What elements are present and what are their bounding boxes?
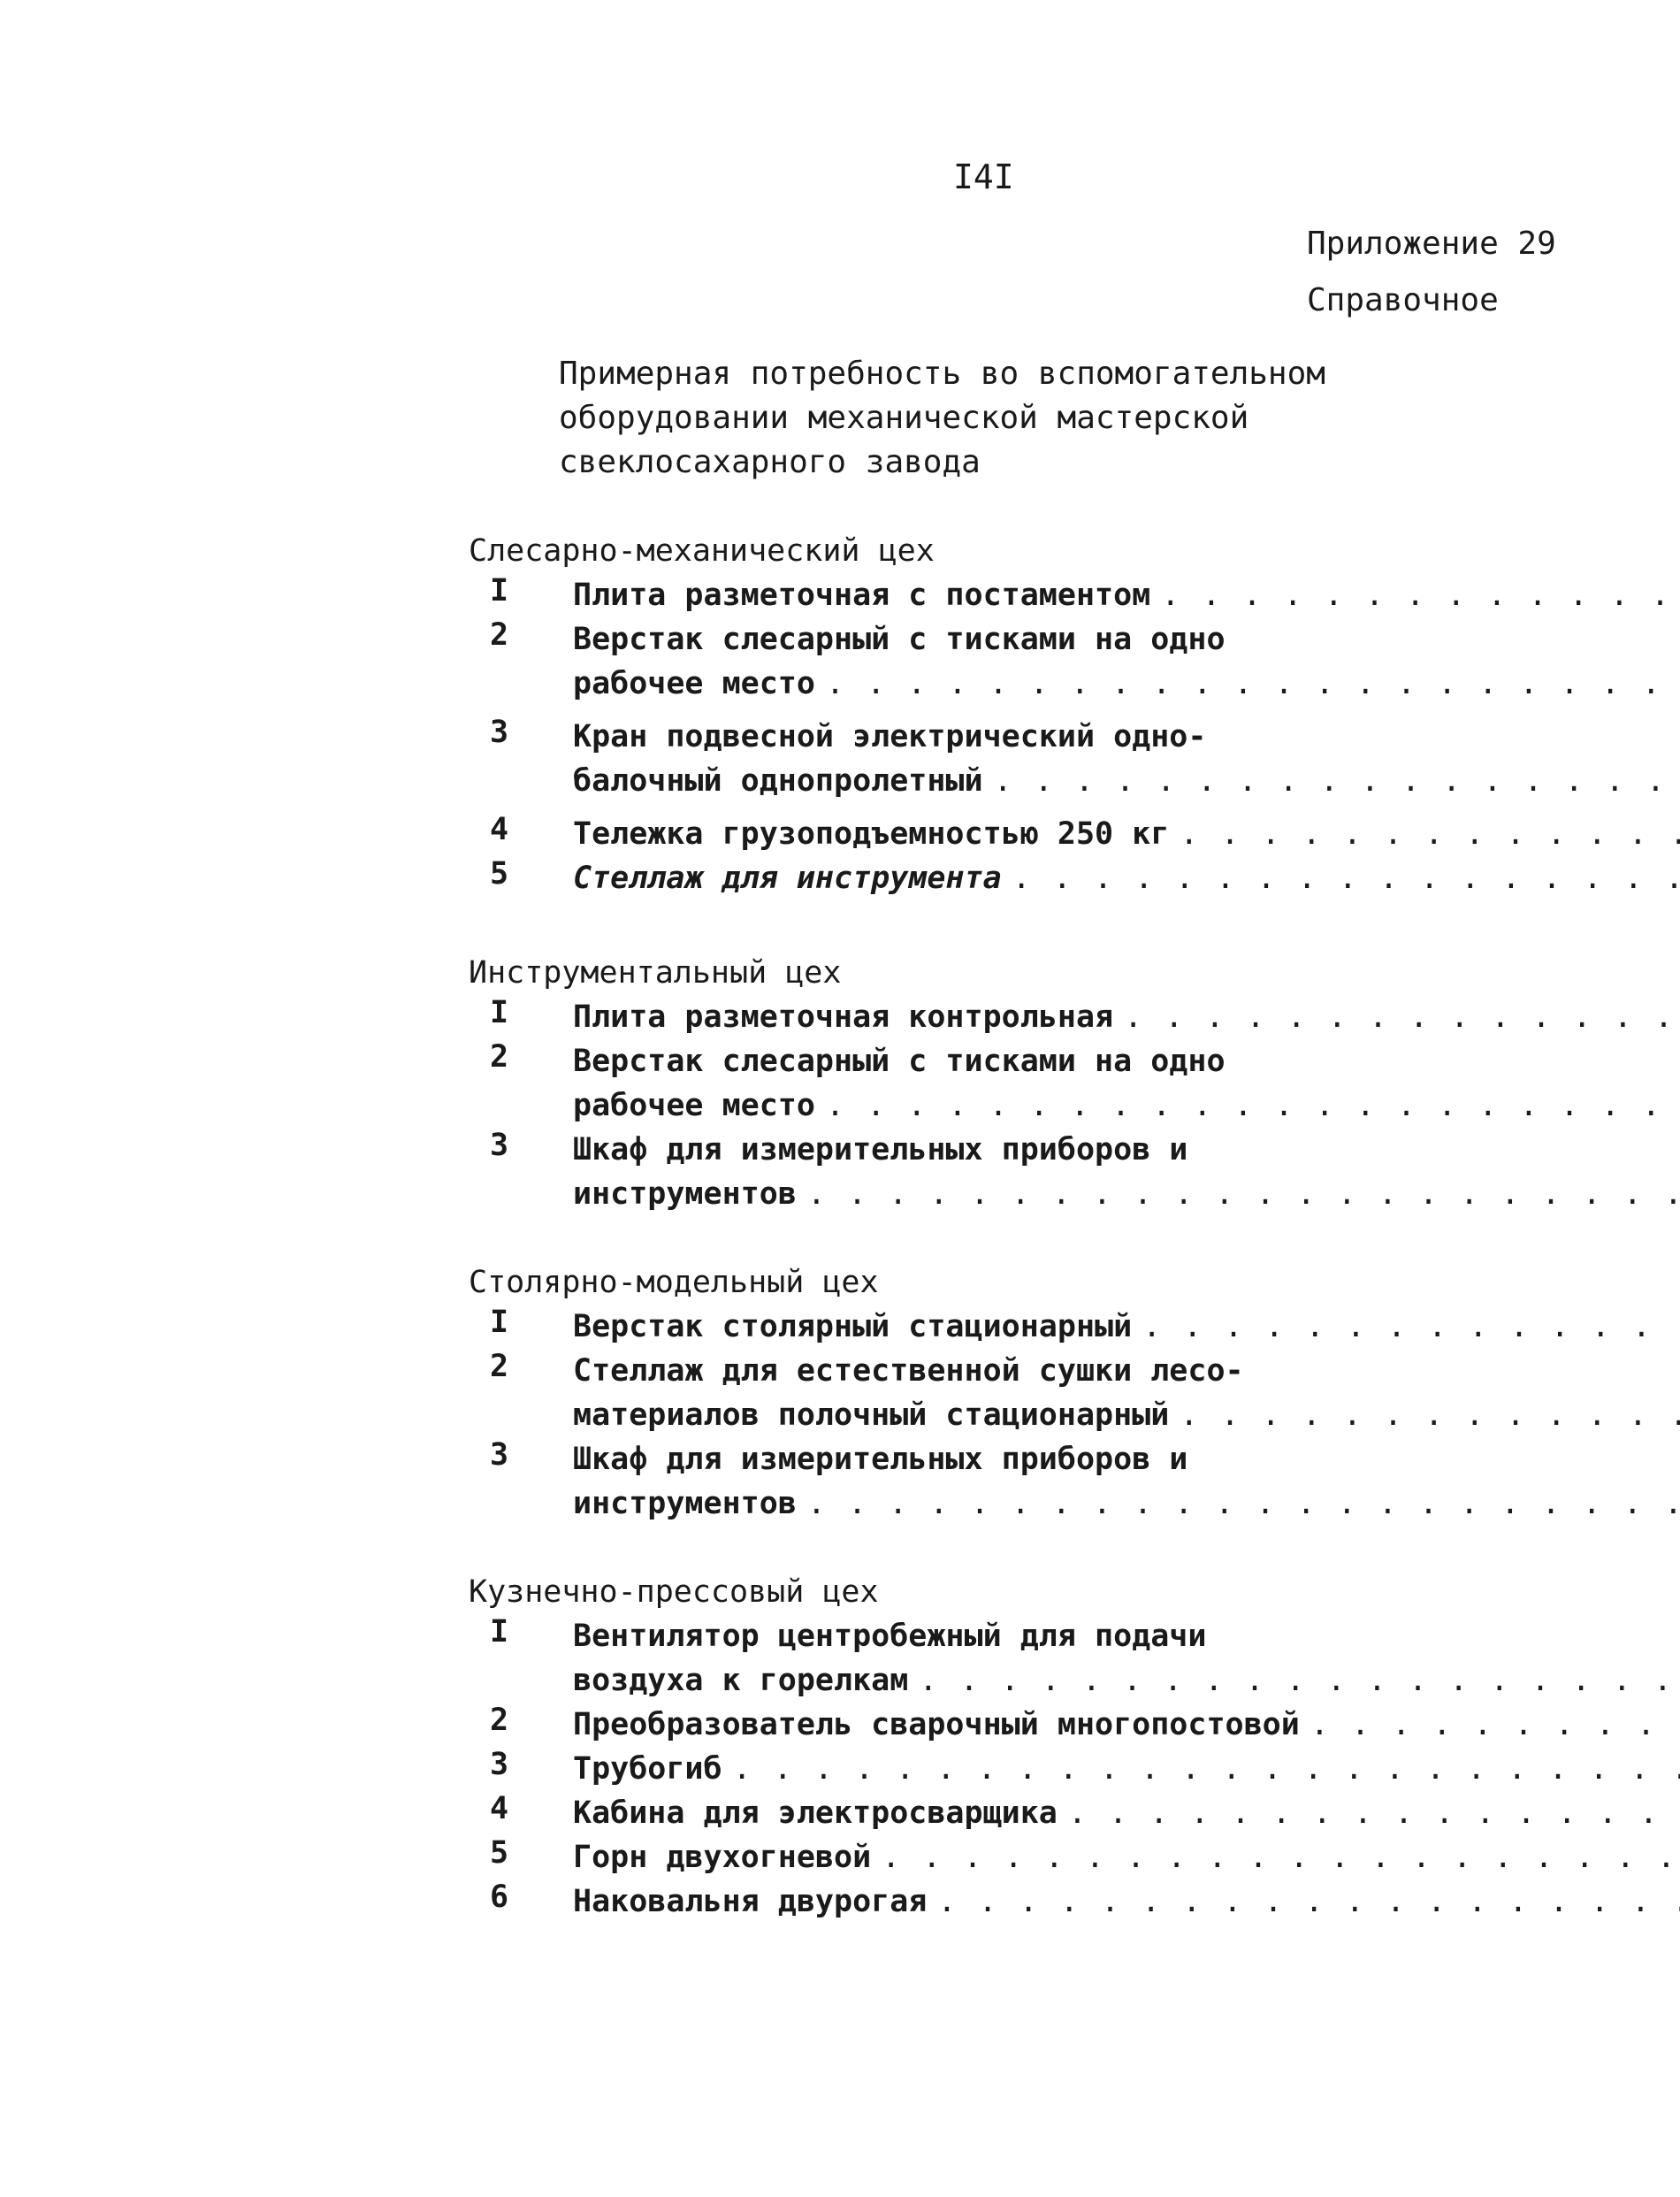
- dot-leader: [1058, 1791, 1680, 1835]
- item-text: Плита разметочная контрольная: [573, 999, 1114, 1035]
- item-number: 3: [490, 1747, 509, 1782]
- section-tool-shop: [469, 951, 1565, 1216]
- dot-leader: [983, 759, 1680, 803]
- dot-leader: [871, 1835, 1680, 1879]
- list-item: [469, 1703, 1565, 1747]
- section-forge-press: [469, 1570, 1565, 1924]
- title-line-2: оборудовании механической мастерской: [559, 400, 1249, 436]
- dot-leader: [1300, 1703, 1680, 1747]
- item-text: Кабина для электросварщика: [573, 1795, 1058, 1831]
- list-item: [469, 573, 1565, 617]
- item-text: Кран подвесной электрический одно-: [573, 719, 1207, 754]
- dot-leader: [908, 1658, 1680, 1703]
- item-number: I: [490, 995, 509, 1030]
- list-item: [469, 812, 1565, 856]
- item-number: 2: [490, 1039, 509, 1075]
- item-text: Горн двухогневой: [573, 1840, 872, 1875]
- item-number: 3: [490, 715, 509, 750]
- item-text: Шкаф для измерительных приборов и: [573, 1132, 1188, 1167]
- item-text: Тележка грузоподъемностью 250 кг: [573, 816, 1170, 852]
- section-heading: Столярно-модельный цех: [469, 1265, 879, 1300]
- list-item: [469, 1128, 1565, 1216]
- item-number: 4: [490, 812, 509, 847]
- item-text-continued: рабочее место: [573, 1088, 815, 1123]
- item-number: 5: [490, 1835, 509, 1871]
- item-number: 3: [490, 1437, 509, 1473]
- list-item: [469, 617, 1565, 706]
- item-number: 3: [490, 1128, 509, 1163]
- item-text-continued: рабочее место: [573, 666, 815, 701]
- item-number: I: [490, 573, 509, 609]
- list-item: [469, 1614, 1565, 1703]
- item-text: Верстак слесарный с тисками на одно: [573, 622, 1226, 657]
- dot-leader: [1150, 573, 1680, 617]
- item-number: 2: [490, 1349, 509, 1384]
- list-item: [469, 715, 1565, 803]
- item-text: Шкаф для измерительных приборов и: [573, 1442, 1188, 1477]
- appendix-number: Приложение 29: [1307, 226, 1556, 262]
- list-item: [469, 1349, 1565, 1437]
- item-text: Преобразователь сварочный многопостовой: [573, 1707, 1300, 1742]
- list-item: [469, 1437, 1565, 1526]
- item-text: Верстак столярный стационарный: [573, 1309, 1133, 1344]
- item-number: 4: [490, 1791, 509, 1826]
- section-joinery-model: [469, 1260, 1565, 1526]
- title-line-1: Примерная потребность во вспомогательном: [559, 356, 1325, 392]
- item-number: 2: [490, 1703, 509, 1738]
- section-heading: Слесарно-механический цех: [469, 533, 935, 569]
- item-number: 5: [490, 856, 509, 892]
- dot-leader: [797, 1481, 1680, 1526]
- item-text-continued: воздуха к горелкам: [573, 1663, 909, 1698]
- dot-leader: [1002, 856, 1680, 900]
- list-item: [469, 1747, 1565, 1791]
- document-title: [559, 352, 1355, 485]
- title-line-3: свеклосахарного завода: [559, 444, 981, 480]
- dot-leader: [927, 1879, 1680, 1924]
- item-text-continued: инструментов: [573, 1176, 797, 1212]
- list-item: [469, 856, 1565, 900]
- item-text-continued: балочный однопролетный: [573, 763, 983, 799]
- list-item: [469, 995, 1565, 1039]
- item-number: 2: [490, 617, 509, 653]
- section-heading: Инструментальный цех: [469, 955, 842, 991]
- item-text: Верстак слесарный с тисками на одно: [573, 1044, 1226, 1079]
- item-text: Стеллаж для инструмента: [573, 861, 1002, 896]
- appendix-type: Справочное: [1307, 282, 1499, 318]
- page-number: I4I: [953, 157, 1014, 196]
- dot-leader: [815, 1083, 1680, 1128]
- item-number: I: [490, 1614, 509, 1650]
- item-number: 6: [490, 1879, 509, 1915]
- section-heading: Кузнечно-прессовый цех: [469, 1574, 879, 1610]
- dot-leader: [797, 1172, 1680, 1216]
- list-item: [469, 1305, 1565, 1349]
- dot-leader: [1113, 995, 1680, 1039]
- item-text: Трубогиб: [573, 1751, 722, 1787]
- list-item: [469, 1879, 1565, 1924]
- dot-leader: [722, 1747, 1680, 1791]
- list-item: [469, 1835, 1565, 1879]
- item-text-continued: инструментов: [573, 1486, 797, 1521]
- section-locksmith-mechanical: [469, 529, 1565, 900]
- dot-leader: [1132, 1305, 1680, 1349]
- dot-leader: [815, 662, 1680, 706]
- item-text: Наковальня двурогая: [573, 1884, 928, 1919]
- item-number: I: [490, 1305, 509, 1340]
- dot-leader: [1169, 1393, 1680, 1437]
- list-item: [469, 1039, 1565, 1128]
- item-text-continued: материалов полочный стационарный: [573, 1397, 1170, 1433]
- dot-leader: [1169, 812, 1680, 856]
- appendix-label: [1307, 216, 1556, 329]
- item-text: Стеллаж для естественной сушки лесо-: [573, 1353, 1244, 1389]
- item-text: Плита разметочная с постаментом: [573, 578, 1151, 613]
- list-item: [469, 1791, 1565, 1835]
- item-text: Вентилятор центробежный для подачи: [573, 1619, 1207, 1654]
